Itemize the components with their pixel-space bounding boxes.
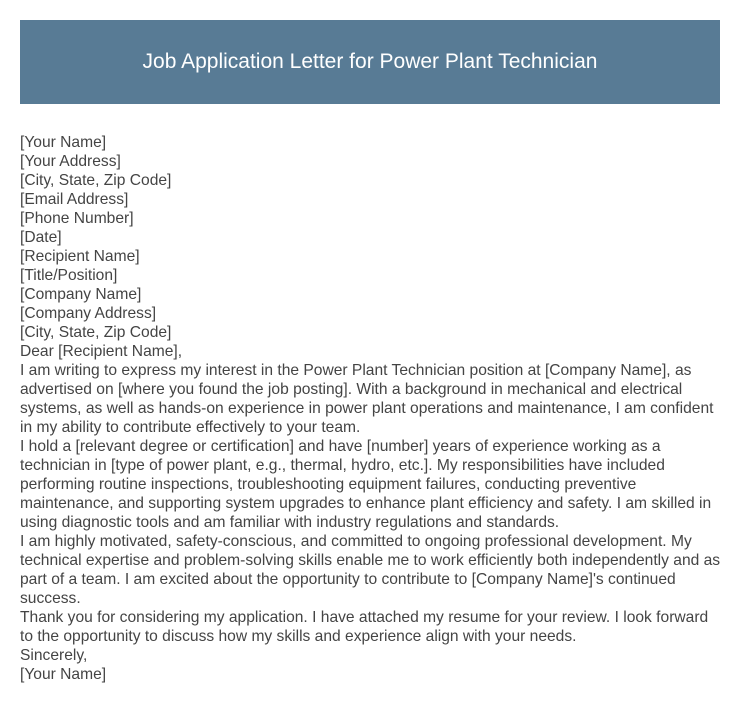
page-title: Job Application Letter for Power Plant Technician xyxy=(142,50,598,73)
recipient-title: [Title/Position] xyxy=(20,267,118,284)
sender-name: [Your Name] xyxy=(20,134,107,151)
sender-email: [Email Address] xyxy=(20,191,129,208)
signature: [Your Name] xyxy=(20,666,107,683)
letter-body xyxy=(20,133,722,684)
letter-date: [Date] xyxy=(20,229,62,246)
paragraph-experience: I hold a [relevant degree or certification] and have [number] years of experience working as a technician in [type of power plant, e.g., thermal, hydro, etc.]. My responsibilities have included performing routine inspections, troubleshooting equipment failures, conducting preventive maintenance, and supporting system upgrades to enhance plant efficiency and safety. I am skilled in using diagnostic tools and am familiar with industry regulations and standards. xyxy=(20,438,712,531)
recipient-name: [Recipient Name] xyxy=(20,248,140,265)
salutation: Dear [Recipient Name], xyxy=(20,343,183,360)
sender-city-state-zip: [City, State, Zip Code] xyxy=(20,172,172,189)
paragraph-qualities: I am highly motivated, safety-conscious, and committed to ongoing professional development. My technical expertise and problem-solving skills enable me to work efficiently both independently and as part of a team. I am excited about the opportunity to contribute to [Company Name]'s continued success. xyxy=(20,533,721,607)
sender-address: [Your Address] xyxy=(20,153,121,170)
recipient-company: [Company Name] xyxy=(20,286,142,303)
recipient-city-state-zip: [City, State, Zip Code] xyxy=(20,324,172,341)
paragraph-closing: Thank you for considering my application. I have attached my resume for your review. I look forward to the opportunity to discuss how my skills and experience align with your needs. xyxy=(20,609,709,645)
recipient-address: [Company Address] xyxy=(20,305,157,322)
paragraph-intro: I am writing to express my interest in the Power Plant Technician position at [Company Name], as advertised on [where you found the job posting]. With a background in mechanical and electrical systems, as well as hands-on experience in power plant operations and maintenance, I am confident in my ability to contribute effectively to your team. xyxy=(20,362,714,436)
sender-phone: [Phone Number] xyxy=(20,210,134,227)
title-banner xyxy=(20,20,720,104)
closing: Sincerely, xyxy=(20,647,88,664)
